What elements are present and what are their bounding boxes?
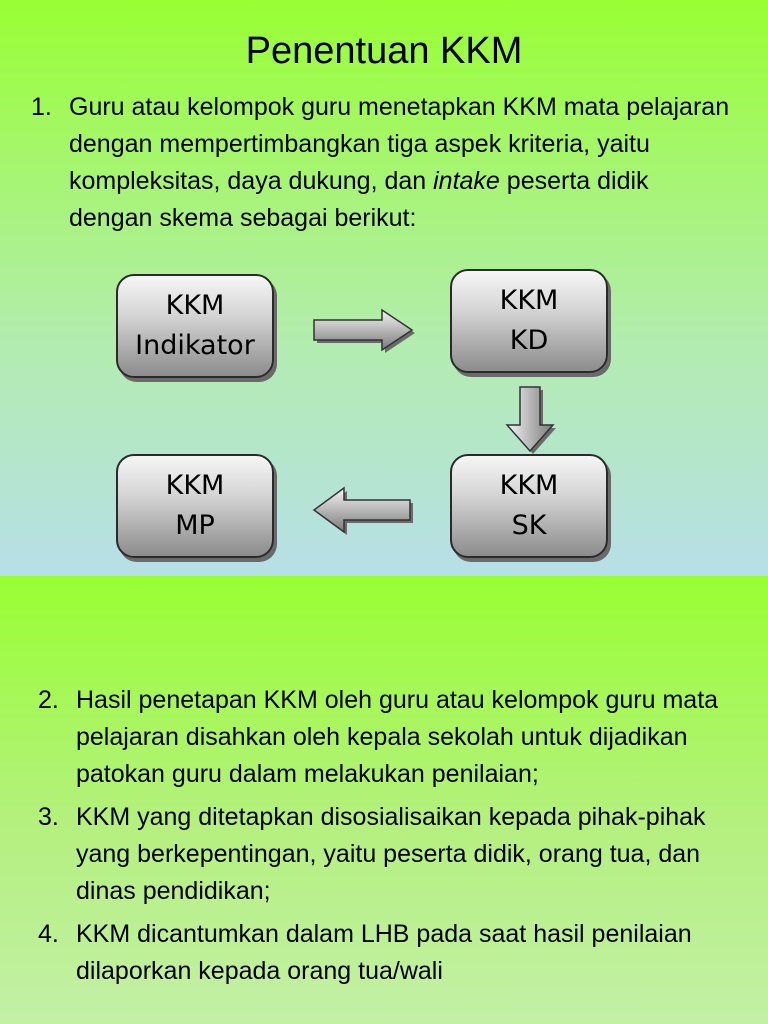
box-label-bottom: Indikator [135, 330, 255, 361]
list-number: 3. [38, 803, 59, 831]
list-number: 2. [38, 686, 59, 714]
list-item-2 [38, 682, 728, 793]
box-label-top: KKM [165, 470, 225, 501]
box-label-top: KKM [165, 290, 225, 321]
list-item-3 [38, 799, 728, 910]
list-item-4 [38, 916, 728, 990]
list-item-1 [31, 89, 731, 237]
list-text: KKM dicantumkan dalam LHB pada saat hasil penilaian dilaporkan kepada orang tua/wali [76, 920, 692, 985]
list-text: KKM yang ditetapkan disosialisaikan kepada pihak-pihak yang berkepentingan, yaitu peserta didik, orang tua, dan dinas pendidikan; [76, 803, 706, 905]
list-text-end: peserta didik dengan skema sebagai berikut: [69, 167, 649, 232]
criteria-list [31, 89, 731, 237]
list-number: 1. [31, 93, 52, 121]
list-text: Hasil penetapan KKM oleh guru atau kelompok guru mata pelajaran disahkan oleh kepala sekolah untuk dijadikan patokan guru dalam melakukan penilaian; [76, 686, 719, 788]
kkm-kd-box [450, 269, 608, 373]
kkm-indikator-box [116, 274, 274, 378]
list-text: Guru atau kelompok guru menetapkan KKM mata pelajaran dengan mempertimbangkan tiga aspek kriteria, yaitu kompleksitas, daya dukung, dan [69, 93, 730, 195]
arrow-left-icon [310, 484, 416, 536]
arrow-right-icon [310, 306, 416, 354]
procedure-list [38, 682, 728, 996]
kkm-mp-box [116, 454, 274, 558]
kkm-sk-box [450, 454, 608, 558]
arrow-down-icon [505, 385, 559, 455]
slide-title: Penentuan KKM [245, 30, 523, 72]
italic-term: intake [433, 167, 500, 195]
box-label-bottom: SK [511, 510, 547, 541]
box-label-bottom: MP [175, 510, 215, 541]
box-label-top: KKM [499, 285, 559, 316]
slide-2 [0, 576, 768, 1024]
box-label-bottom: KD [509, 325, 549, 356]
list-number: 4. [38, 920, 59, 948]
box-label-top: KKM [499, 470, 559, 501]
